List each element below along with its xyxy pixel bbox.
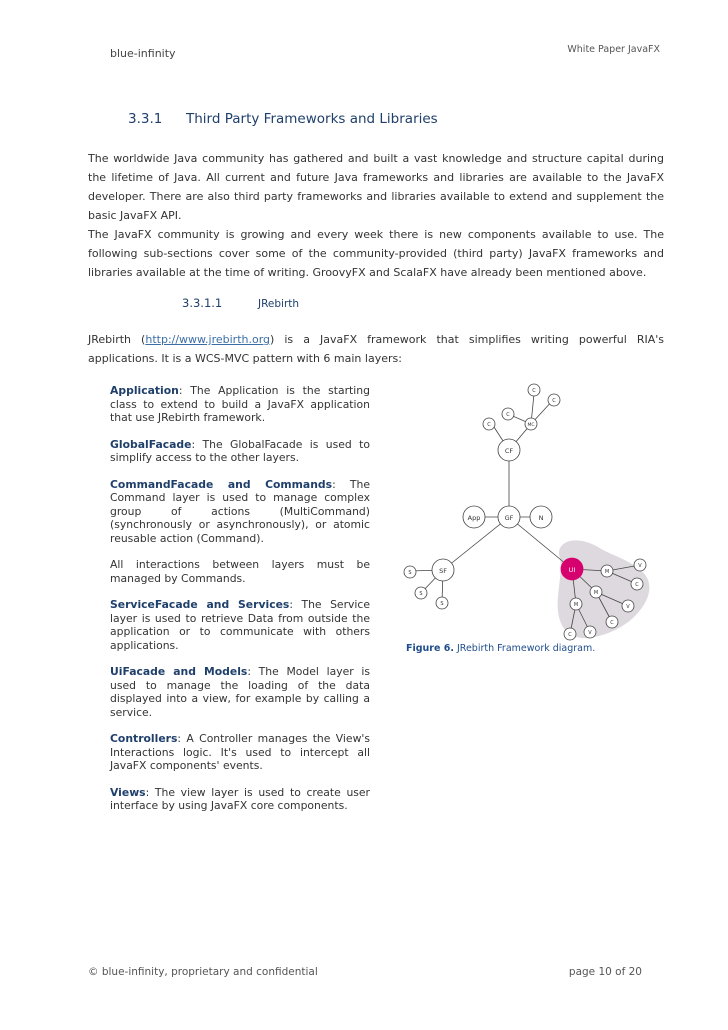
node-sf: [432, 559, 454, 581]
layer-servicefacade: [110, 598, 370, 652]
layer-name: UiFacade and Models: [110, 665, 248, 678]
node-cf: [498, 439, 520, 461]
node-c-1: [631, 578, 643, 590]
layer-desc: : The GlobalFacade is used to simplify access to the other layers.: [110, 437, 370, 464]
layer-desc: : The Command layer is used to manage complex group of actions (MultiCommand) (synchronously or asynchronously), or atomic reusable action (Command).: [110, 477, 370, 545]
node-mc: [525, 418, 537, 430]
node-v-2: [622, 600, 634, 612]
svg-text:N: N: [538, 514, 544, 522]
intro-text-after: ) is a JavaFX framework that simplifies writing powerful RIA's applications. It is a WCS-MVC pattern with 6 main layers:: [88, 333, 665, 365]
node-c-top: [528, 384, 540, 396]
node-m-1: [601, 565, 613, 577]
section-paragraph-2: The JavaFX community is growing and every week there is new components available to use. The following sub-sections cover some of the community-provided (third party) JavaFX frameworks and libraries available at the time of writing. GroovyFX and ScalaFX have already been mentioned above.: [88, 228, 664, 279]
layer-name: Views: [110, 785, 146, 799]
svg-text:S: S: [440, 601, 444, 607]
node-c-left: [483, 418, 495, 430]
svg-text:C: C: [635, 582, 639, 588]
section-paragraph-1: The worldwide Java community has gathered and built a vast knowledge and structure capital during the lifetime of Java. All current and future Java frameworks and libraries are available to the JavaFX developer. There are also third party frameworks and libraries available to extend and supplement the basic JavaFX API.: [88, 152, 664, 222]
document-title: White Paper JavaFX: [567, 44, 660, 55]
svg-text:V: V: [638, 563, 642, 569]
svg-text:C: C: [506, 412, 510, 418]
footer-page-number: page 10 of 20: [568, 966, 642, 978]
svg-text:CF: CF: [504, 447, 514, 455]
layer-controllers: [110, 732, 370, 773]
layer-desc: : The Application is the starting class to extend to build a JavaFX application that use JRebirth framework.: [110, 384, 370, 424]
node-v-3: [584, 626, 596, 638]
layer-name: CommandFacade and Commands: [110, 477, 333, 491]
svg-text:App: App: [467, 514, 481, 522]
node-gf: [498, 506, 520, 528]
subsection-title: JRebirth: [258, 298, 300, 310]
svg-text:S: S: [419, 591, 423, 597]
node-s-bottom: [436, 597, 448, 609]
layer-desc: : The Model layer is used to manage the loading of the data displayed into a view, for example by calling a service.: [110, 665, 371, 719]
layer-desc: : The view layer is used to create user interface by using JavaFX core components.: [110, 785, 370, 812]
layer-interactions-note: [110, 558, 370, 585]
svg-text:S: S: [408, 570, 412, 576]
node-c-3: [564, 628, 576, 640]
node-m-2: [590, 586, 602, 598]
layers-list: [110, 384, 370, 826]
layer-name: Controllers: [110, 732, 178, 745]
svg-text:M: M: [604, 569, 610, 575]
svg-text:C: C: [568, 632, 572, 638]
caption-text: JRebirth Framework diagram.: [453, 643, 596, 654]
svg-text:C: C: [487, 422, 491, 428]
node-ui: [561, 558, 583, 580]
svg-text:M: M: [573, 602, 579, 608]
layer-name: GlobalFacade: [110, 437, 192, 451]
layer-commandfacade: [110, 478, 370, 546]
jrebirth-link[interactable]: http://www.jrebirth.org: [145, 333, 271, 346]
node-m-3: [570, 598, 582, 610]
layer-uifacade: [110, 665, 370, 719]
node-n: [530, 506, 552, 528]
brand-name: blue-infinity: [110, 47, 176, 60]
layer-globalfacade: [110, 438, 370, 465]
svg-text:SF: SF: [439, 567, 447, 575]
subsection-intro: [88, 330, 664, 368]
section-heading: [128, 111, 438, 127]
svg-text:C: C: [610, 620, 614, 626]
figure-caption: [406, 643, 595, 654]
section-body: [88, 149, 664, 282]
svg-text:UI: UI: [568, 566, 576, 574]
node-c-mid: [502, 408, 514, 420]
node-c-right: [548, 394, 560, 406]
layer-desc: : A Controller manages the View's Interactions logic. It's used to intercept all JavaFX components' events.: [110, 732, 370, 772]
caption-label: Figure 6.: [406, 643, 454, 654]
svg-text:C: C: [532, 388, 536, 394]
node-app: [463, 506, 485, 528]
layer-name: Application: [110, 384, 179, 397]
layer-application: [110, 384, 370, 425]
node-c-2: [606, 616, 618, 628]
subsection-number: 3.3.1.1: [182, 296, 223, 310]
section-number: 3.3.1: [128, 111, 163, 127]
layer-desc: All interactions between layers must be managed by Commands.: [110, 558, 370, 585]
jrebirth-diagram: [398, 382, 654, 644]
intro-text-before: JRebirth (: [88, 333, 146, 346]
svg-text:C: C: [552, 398, 556, 404]
node-s-bottom-left: [415, 587, 427, 599]
subsection-heading: [182, 296, 299, 310]
node-s-left: [404, 566, 416, 578]
section-title: Third Party Frameworks and Libraries: [186, 111, 438, 127]
layer-name: ServiceFacade and Services: [110, 598, 290, 611]
svg-text:M: M: [593, 590, 599, 596]
node-v-1: [634, 559, 646, 571]
svg-text:V: V: [626, 604, 630, 610]
svg-text:GF: GF: [504, 514, 514, 522]
svg-text:V: V: [588, 630, 592, 636]
footer-copyright: © blue-infinity, proprietary and confidential: [88, 966, 318, 978]
svg-text:MC: MC: [527, 423, 535, 428]
layer-desc: : The Service layer is used to retrieve Data from outside the application or to communicate with others applications.: [110, 598, 370, 652]
layer-views: [110, 786, 370, 813]
